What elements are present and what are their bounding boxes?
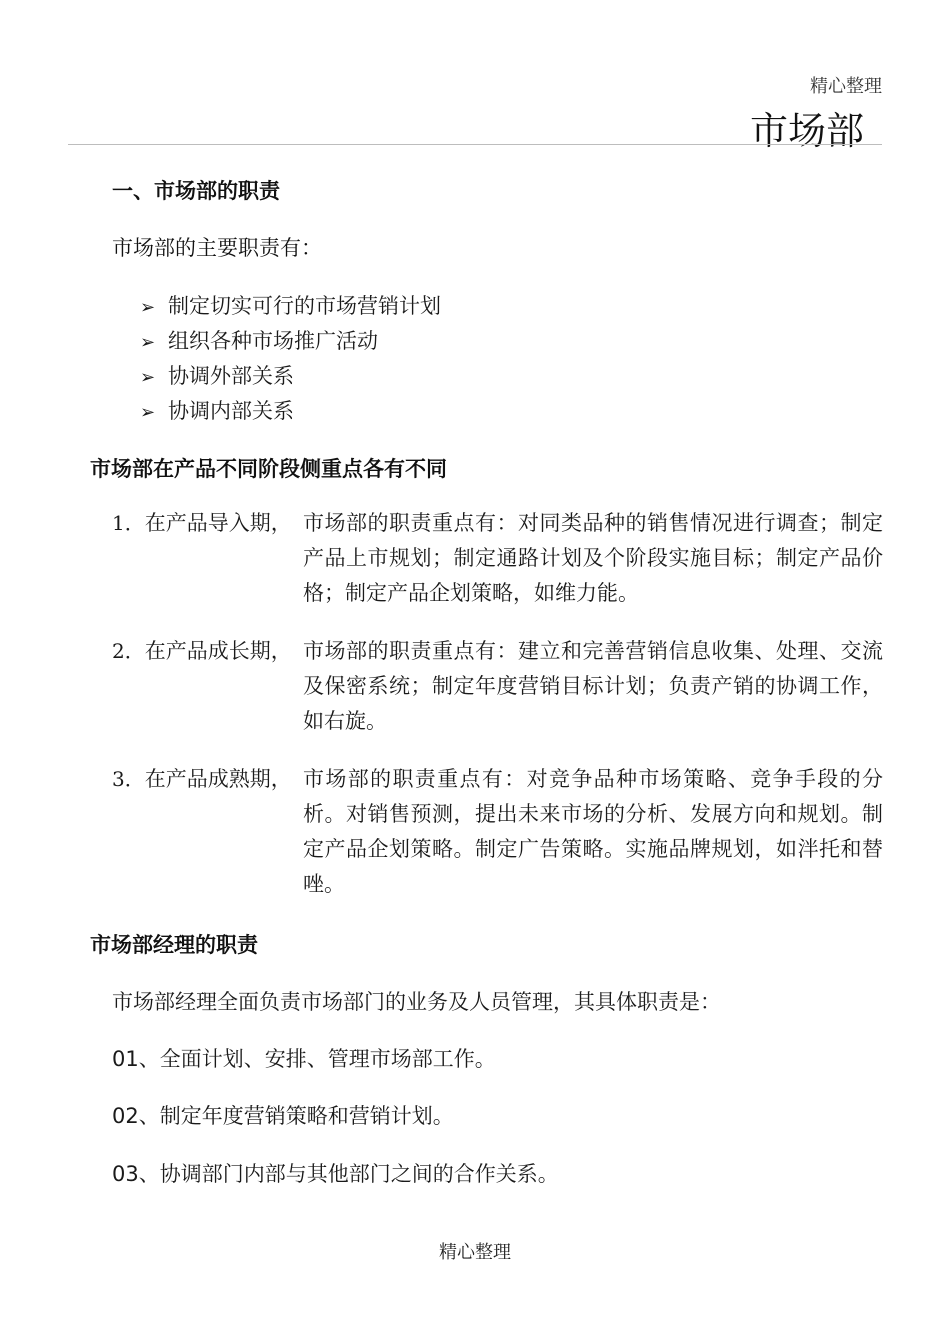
bullet-item xyxy=(140,290,441,320)
arrow-bullet-icon: ➢ xyxy=(140,402,156,423)
stage-number: 2． xyxy=(112,639,145,663)
arrow-bullet-icon: ➢ xyxy=(140,297,156,318)
arrow-bullet-icon: ➢ xyxy=(140,367,156,388)
main-duties-label: 市场部的主要职责有： xyxy=(112,236,322,260)
stage-label xyxy=(112,506,292,541)
bullet-text: 制定切实可行的市场营销计划 xyxy=(168,294,441,318)
header-note: 精心整理 xyxy=(810,76,882,97)
header-divider xyxy=(68,144,882,145)
stage-description: 市场部的职责重点有：对同类品种的销售情况进行调查；制定产品上市规划；制定通路计划及个阶段实施目标；制定产品价格；制定产品企划策略，如维力能。 xyxy=(303,511,883,605)
stage-number: 1． xyxy=(112,511,145,535)
bullet-item xyxy=(140,360,294,390)
manager-duty-item: 01、全面计划、安排、管理市场部工作。 xyxy=(112,1047,496,1071)
section-heading-stages: 市场部在产品不同阶段侧重点各有不同 xyxy=(90,457,447,481)
footer-note: 精心整理 xyxy=(439,1242,511,1263)
bullet-text: 协调内部关系 xyxy=(168,399,294,423)
section-heading-manager: 市场部经理的职责 xyxy=(90,933,258,957)
section-heading-duties: 一、市场部的职责 xyxy=(112,179,280,203)
arrow-bullet-icon: ➢ xyxy=(140,332,156,353)
stage-name: 在产品成长期， xyxy=(144,639,292,663)
stage-name: 在产品成熟期， xyxy=(144,767,292,791)
stage-label xyxy=(112,762,292,797)
stage-number: 3． xyxy=(112,767,145,791)
bullet-item xyxy=(140,395,294,425)
bullet-item xyxy=(140,325,378,355)
stage-label xyxy=(112,634,292,669)
bullet-text: 协调外部关系 xyxy=(168,364,294,388)
document-title: 市场部 xyxy=(749,109,864,153)
bullet-text: 组织各种市场推广活动 xyxy=(168,329,378,353)
manager-duty-item: 02、制定年度营销策略和营销计划。 xyxy=(112,1104,454,1128)
manager-duty-item: 03、协调部门内部与其他部门之间的合作关系。 xyxy=(112,1162,559,1186)
stage-description: 市场部的职责重点有：对竞争品种市场策略、竞争手段的分析。对销售预测，提出未来市场的分析、发展方向和规划。制定产品企划策略。制定广告策略。实施品牌规划，如泮托和替唑。 xyxy=(303,767,883,896)
manager-intro: 市场部经理全面负责市场部门的业务及人员管理，其具体职责是： xyxy=(112,990,721,1014)
stage-name: 在产品导入期， xyxy=(144,511,292,535)
stage-description: 市场部的职责重点有：建立和完善营销信息收集、处理、交流及保密系统；制定年度营销目标计划；负责产销的协调工作，如右旋。 xyxy=(303,639,883,733)
